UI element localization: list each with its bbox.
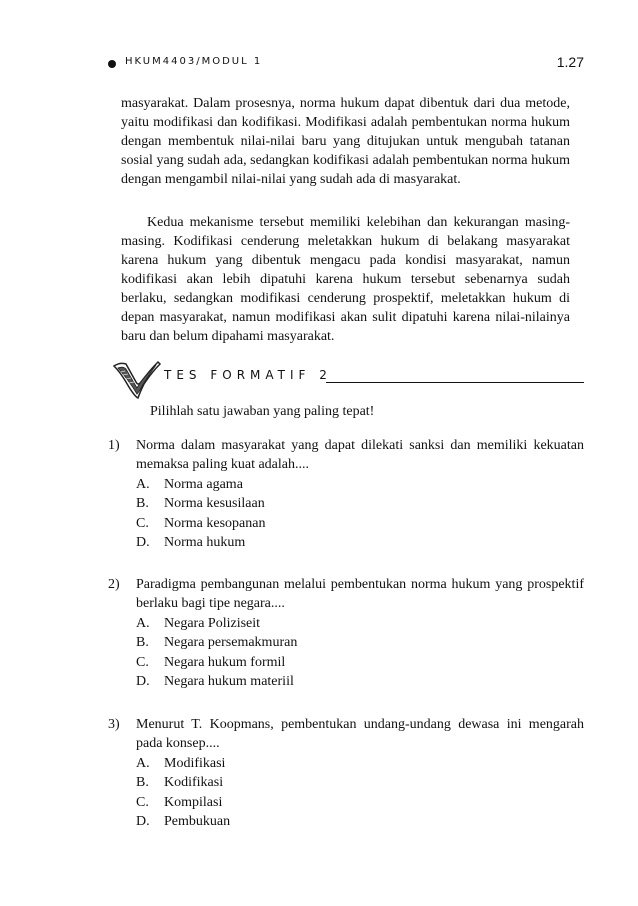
option-text: Pembukuan: [164, 814, 231, 830]
option-letter: C.: [136, 515, 149, 531]
option-text: Kompilasi: [164, 794, 223, 810]
answer-option: [136, 494, 584, 513]
question-text: Norma dalam masyarakat yang dapat dilekati sanksi dan memiliki kekuatan memaksa paling kuat adalah....: [136, 438, 584, 473]
option-text: Negara Poliziseit: [164, 615, 261, 631]
question-number: 1): [108, 438, 120, 453]
running-title: HKUM4403/MODUL 1: [125, 56, 263, 67]
option-letter: B.: [136, 775, 149, 791]
option-letter: D.: [136, 535, 150, 551]
answer-option: [136, 812, 584, 831]
answer-option: [136, 614, 584, 633]
answer-option: [136, 672, 584, 691]
question-text: Paradigma pembangunan melalui pembentukan norma hukum yang prospektif berlaku bagi tipe negara....: [136, 577, 584, 612]
answer-option: [136, 514, 584, 533]
option-letter: D.: [136, 814, 150, 830]
option-letter: A.: [136, 476, 150, 492]
option-text: Kodifikasi: [164, 775, 224, 791]
option-letter: C.: [136, 794, 149, 810]
section-heading: TES FORMATIF 2: [164, 368, 332, 382]
answer-option: [136, 653, 584, 672]
page-header: [108, 54, 584, 74]
answer-option: [136, 793, 584, 812]
option-text: Negara hukum materiil: [164, 674, 294, 690]
answer-option: [136, 773, 584, 792]
option-letter: D.: [136, 674, 150, 690]
page-number: 1.27: [556, 54, 584, 70]
question-number: 3): [108, 717, 120, 732]
question-item: [108, 575, 584, 691]
option-text: Norma kesopanan: [164, 515, 266, 531]
option-letter: A.: [136, 755, 150, 771]
bullet-icon: [108, 60, 116, 68]
option-letter: B.: [136, 635, 149, 651]
option-text: Negara hukum formil: [164, 654, 286, 670]
option-text: Modifikasi: [164, 755, 226, 771]
formatif-section-header: [108, 356, 584, 402]
option-letter: A.: [136, 615, 150, 631]
checkmark-icon: [108, 356, 162, 400]
option-text: Norma hukum: [164, 535, 246, 551]
answer-option: [136, 754, 584, 773]
instruction-text: Pilihlah satu jawaban yang paling tepat!: [150, 404, 375, 419]
option-text: Norma kesusilaan: [164, 496, 265, 512]
answer-option: [136, 475, 584, 494]
option-text: Negara persemakmuran: [164, 635, 298, 651]
option-letter: B.: [136, 496, 149, 512]
question-item: [108, 436, 584, 552]
option-text: Norma agama: [164, 476, 243, 492]
body-paragraph: masyarakat. Dalam prosesnya, norma hukum dapat dibentuk dari dua metode, yaitu modifikasi dan kodifikasi. Modifikasi adalah pembentukan norma hukum dengan membentuk nilai-nilai baru yang ditujukan untuk mengubah tatanan sosial yang sudah ada, sedangkan kodifikasi adalah pembentukan norma hukum dengan mengambil nilai-nilai yang sudah ada di masyarakat.: [121, 96, 570, 187]
heading-rule: [326, 382, 584, 383]
question-text: Menurut T. Koopmans, pembentukan undang-undang dewasa ini mengarah pada konsep....: [136, 717, 584, 752]
answer-option: [136, 533, 584, 552]
question-number: 2): [108, 577, 120, 592]
question-item: [108, 715, 584, 831]
answer-option: [136, 633, 584, 652]
option-letter: C.: [136, 654, 149, 670]
body-paragraph: Kedua mekanisme tersebut memiliki kelebihan dan kekurangan masing-masing. Kodifikasi cenderung meletakkan hukum di belakang masyarakat karena hukum yang dibentuk mengacu pada kondisi masyarakat, namun kodifikasi akan lebih dipatuhi karena hukum tersebut sebenarnya sudah berlaku, sedangkan modifikasi cenderung prospektif, meletakkan hukum di depan masyarakat, namun modifikasi akan sulit dipatuhi karena nilai-nilainya baru dan belum dipahami masyarakat.: [121, 215, 570, 344]
